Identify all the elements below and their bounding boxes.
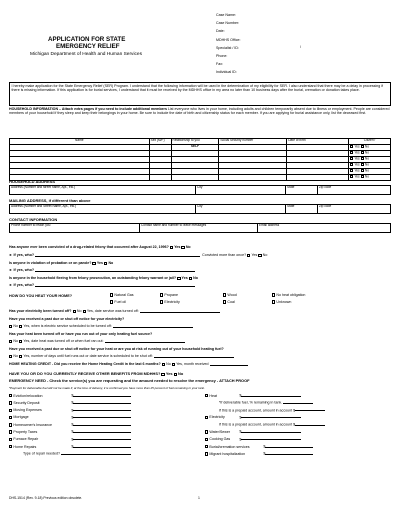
yes-label: Yes — [96, 261, 104, 265]
electricity-need-checkbox[interactable] — [205, 416, 208, 419]
citizen-yes-checkbox[interactable] — [350, 169, 353, 172]
heat-notice-row — [9, 354, 391, 358]
col-sex: Sex (M/F) — [149, 139, 171, 145]
deliverable-row — [205, 400, 391, 407]
electricity-heat-label: Electricity — [164, 300, 180, 304]
more-yes-checkbox[interactable] — [247, 254, 250, 257]
yes-label: Yes — [165, 371, 173, 376]
property-taxes-label: Property Taxes — [13, 430, 38, 435]
shutoff-date-field[interactable] — [113, 324, 193, 328]
citizen-no-checkbox[interactable] — [361, 169, 364, 172]
household-section-text — [9, 107, 391, 116]
citizen-no-checkbox[interactable] — [361, 163, 364, 166]
household-instructions: List everyone who lives in your home, including adults and children temporarily absent due to illness or employment. People are considered members of your household if they sleep and keep their belongings in your home. Be sure to include the date of birth and citizenship status for each member. If you are applying for burial assistance only, list the deceased first. — [9, 107, 390, 116]
shutoff-no-checkbox[interactable] — [9, 325, 12, 328]
electricity-need-amount-field[interactable] — [241, 415, 301, 419]
no-label: No — [108, 261, 114, 265]
fuel-oil-label: Fuel oil — [114, 300, 126, 304]
mailing-address-table — [9, 204, 391, 214]
heat-need-amount-field[interactable] — [241, 393, 301, 397]
heat-need-label: Heat — [209, 393, 217, 398]
emergency-heading: EMERGENCY NEED - Check the service(s) you are requesting and the amount needed to resolve the emergency - ATTACH PROOF — [9, 378, 250, 383]
elec-off-date-label: Yes, date service was turned off: — [86, 309, 139, 313]
fuel-oil-checkbox[interactable] — [110, 300, 113, 303]
col-dob: Date of birth — [287, 139, 349, 145]
deliverable-percent-field[interactable] — [283, 400, 313, 404]
furnace-repair-amount-field[interactable] — [73, 437, 131, 441]
yes-label: Yes — [251, 253, 258, 257]
dollar-sign: $ — [71, 393, 74, 398]
need-item — [205, 444, 391, 451]
heat-need-checkbox[interactable] — [205, 394, 208, 397]
drug-question-text: Has anyone ever been convicted of a drug-related felony that occurred after August 22, 1996? — [9, 245, 169, 249]
address-street-field[interactable]: Address (Number and street name, Apt., etc.) — [10, 186, 196, 195]
need-item — [9, 415, 199, 422]
mortgage-label: Mortgage — [13, 415, 29, 420]
form-title-line2: EMERGENCY RELIEF — [56, 43, 120, 50]
office-use-block — [216, 13, 392, 79]
burial-amount-field[interactable] — [265, 444, 313, 448]
no-heat-label: No heat obligation — [276, 293, 306, 297]
probation-yes-checkbox[interactable] — [92, 262, 95, 265]
heat-unknown — [272, 300, 291, 305]
drug-ifyes-row — [9, 253, 391, 257]
no-label: No — [13, 339, 18, 343]
no-label: No — [13, 324, 18, 328]
other-yes-checkbox[interactable] — [161, 373, 164, 376]
water-sewer-checkbox[interactable] — [205, 430, 208, 433]
household-address-table — [9, 185, 391, 195]
case-name-label: Case Name: — [216, 13, 236, 17]
eviction-checkbox[interactable] — [9, 394, 12, 397]
no-label: No — [166, 362, 171, 366]
contact-table — [9, 223, 391, 233]
shutoff-date-label: Yes, when is electric service scheduled to be turned off: — [23, 324, 112, 328]
dollar-sign: $ — [263, 444, 266, 449]
heat-off-row — [9, 339, 391, 343]
probation-no-checkbox[interactable] — [104, 262, 107, 265]
yes-label: Yes — [354, 174, 360, 179]
dollar-sign: $ — [71, 437, 74, 442]
electricity-heat-checkbox[interactable] — [160, 300, 163, 303]
drug-question — [9, 245, 391, 249]
no-label: No — [364, 156, 369, 161]
eviction-amount-field[interactable] — [73, 393, 131, 397]
page-number: 1 — [198, 496, 200, 500]
drug-yes-checkbox[interactable] — [170, 246, 173, 249]
relationship-self: SELF — [171, 145, 219, 151]
need-item — [9, 400, 199, 407]
ifyes-label: ► If yes, who? — [9, 253, 35, 257]
fugitive-who-field[interactable] — [35, 283, 195, 287]
yes-label: Yes — [354, 162, 360, 167]
address-state-field[interactable]: State — [286, 186, 318, 195]
elec-shutoff-question: Have you received a past due or shut off notice for your electricity? — [9, 317, 125, 321]
furnace-repair-label: Furnace Repair — [13, 437, 39, 442]
citizen-yes-checkbox[interactable] — [350, 163, 353, 166]
property-taxes-amount-field[interactable] — [73, 429, 131, 433]
dollar-sign: $ — [71, 400, 74, 405]
heat-fuel-oil — [110, 300, 126, 305]
moving-expenses-amount-field[interactable] — [73, 408, 131, 412]
more-no-checkbox[interactable] — [258, 254, 261, 257]
dollar-sign: $ — [71, 444, 74, 449]
security-deposit-amount-field[interactable] — [73, 400, 131, 404]
household-table — [9, 138, 391, 181]
individual-id-label: Individual ID: — [216, 70, 237, 75]
coal-label: Coal — [227, 300, 235, 304]
migrant-amount-field[interactable] — [265, 451, 313, 455]
hhc-question: HOME HEATING CREDIT - Did you receive the Home Heating Credit in the last 6 months? — [9, 362, 161, 366]
emergency-left-column — [9, 393, 199, 459]
moving-expenses-checkbox[interactable] — [9, 409, 12, 412]
repair-type-field[interactable] — [61, 451, 131, 455]
need-item — [205, 393, 391, 400]
citizen-no-checkbox[interactable] — [361, 151, 364, 154]
citizen-no-checkbox[interactable] — [361, 145, 364, 148]
unknown-checkbox[interactable] — [272, 300, 275, 303]
relationship-cell[interactable] — [171, 175, 219, 181]
heat-off-question: Has your heat been turned off or have you run out of your only heating fuel source? — [9, 332, 153, 336]
fugitive-question-text: Is anyone in the household fleeing from felony prosecution, an outstanding felony warrant or jail? — [9, 276, 177, 280]
mortgage-amount-field[interactable] — [73, 415, 131, 419]
unknown-label: Unknown — [276, 300, 292, 304]
col-relationship: Relationship to you — [171, 139, 219, 145]
phone-label: Phone: — [216, 53, 228, 58]
elec-off-yes-checkbox[interactable] — [83, 310, 86, 313]
other-benefits-row — [9, 372, 391, 376]
contact-heading: CONTACT INFORMATION — [9, 217, 58, 222]
yes-label: Yes — [354, 156, 360, 161]
household-address-heading: HOUSEHOLD ADDRESS — [9, 179, 56, 184]
repair-type-row — [9, 451, 199, 458]
home-repairs-label: Home Repairs — [13, 444, 37, 449]
prepaid-label: If this is a prepaid account, amount in account $ — [219, 408, 296, 413]
contact-phone-field[interactable]: Phone number to reach you — [10, 224, 140, 233]
dollar-sign: $ — [239, 393, 242, 398]
need-item — [205, 415, 391, 422]
citizen-no-checkbox[interactable] — [361, 175, 364, 178]
elec-off-no-checkbox[interactable] — [73, 310, 76, 313]
mailing-address-heading: MAILING ADDRESS, if different than above — [9, 198, 91, 203]
elec-off-date-field[interactable] — [140, 309, 220, 313]
mailing-state-field[interactable]: State — [286, 205, 318, 214]
contact-email-field[interactable]: Email address — [258, 224, 391, 233]
citizen-no-checkbox[interactable] — [361, 157, 364, 160]
heat-off-date-label: Yes, date heat was turned off or when fuel ran out: — [23, 339, 104, 343]
yes-label: Yes — [354, 150, 360, 155]
heat-notice-no-checkbox[interactable] — [9, 355, 12, 358]
probation-question-text: Is anyone in violation of probation or on parole? — [9, 261, 92, 265]
heat-notice-question: Have you received a past due or shut off notice for your heat or are you at risk of running out of your household heating fuel? — [9, 347, 224, 351]
dollar-sign: $ — [239, 437, 242, 442]
security-deposit-checkbox[interactable] — [9, 401, 12, 404]
other-benefits-question: HAVE YOU OR DO YOU CURRENTLY RECEIVE OTHER BENEFITS FROM MDHHS? — [9, 371, 161, 376]
specialist-label: Specialist / ID: — [216, 45, 239, 50]
hhc-no-checkbox[interactable] — [162, 363, 165, 366]
dollar-sign: $ — [71, 408, 74, 413]
need-item — [9, 437, 199, 444]
drug-no-checkbox[interactable] — [181, 246, 184, 249]
prepaid-elec-amount-field[interactable] — [295, 422, 325, 426]
drug-who-field[interactable] — [35, 253, 200, 257]
heat-off-date-field[interactable] — [105, 339, 185, 343]
electricity-off-row — [9, 309, 391, 313]
insurance-label: Homeowner's Insurance — [13, 422, 53, 427]
ssn-cell[interactable] — [219, 175, 287, 181]
heat-off-no-checkbox[interactable] — [9, 340, 12, 343]
contact-messages-field[interactable]: Contact name and number to leave messages — [140, 224, 258, 233]
dollar-sign: $ — [239, 415, 242, 420]
natural-gas-checkbox[interactable] — [110, 293, 113, 296]
wood-label: Wood — [227, 293, 237, 297]
heat-wood — [223, 293, 237, 298]
dollar-sign: $ — [71, 430, 74, 435]
cooking-gas-amount-field[interactable] — [241, 437, 301, 441]
mailing-city-field[interactable]: City — [196, 205, 286, 214]
no-label: No — [76, 309, 82, 313]
need-item — [205, 451, 391, 458]
fugitive-no-checkbox[interactable] — [189, 277, 192, 280]
yes-label: Yes — [174, 245, 181, 249]
water-sewer-label: Water/Sewer — [209, 430, 231, 435]
insurance-checkbox[interactable] — [9, 423, 12, 426]
citizen-yes-checkbox[interactable] — [350, 157, 353, 160]
moving-expenses-label: Moving Expenses — [13, 408, 42, 413]
emergency-note: *Payment for deliverable fuel will not be made if, at the time of delivery, it is confirmed you have more than 25 percent of fuel remaining in your tank. — [9, 386, 205, 390]
water-sewer-amount-field[interactable] — [241, 429, 301, 433]
citizen-yes-checkbox[interactable] — [350, 145, 353, 148]
form-title-line1: APPLICATION FOR STATE — [48, 36, 126, 43]
heat-electricity — [160, 300, 180, 305]
no-label: No — [185, 245, 191, 249]
fugitive-ifyes-row — [9, 283, 391, 287]
hhc-row — [9, 362, 391, 366]
heat-notice-date-label: Yes, number of days until fuel runs out or date service is scheduled to be shut off: — [23, 354, 153, 358]
no-label: No — [364, 162, 369, 167]
shutoff-yes-checkbox[interactable] — [19, 325, 22, 328]
no-label: No — [364, 168, 369, 173]
fugitive-question — [9, 276, 391, 280]
mailing-street-field[interactable]: Address (Number and Street Name, Apt., etc.) — [10, 205, 196, 214]
eviction-label: Eviction/relocation — [13, 393, 43, 398]
probation-ifyes-row — [9, 268, 391, 272]
hhc-month-field[interactable] — [210, 362, 248, 366]
no-label: No — [262, 253, 268, 257]
burial-label: Burial/cremation services — [209, 444, 250, 449]
other-no-checkbox[interactable] — [174, 373, 177, 376]
heat-notice-date-field[interactable] — [154, 354, 234, 358]
wood-checkbox[interactable] — [223, 293, 226, 296]
heat-natural-gas — [110, 293, 134, 298]
heat-no-obligation — [272, 293, 305, 298]
mailing-zip-field[interactable]: Zip code — [318, 205, 391, 214]
citizen-yes-checkbox[interactable] — [350, 151, 353, 154]
need-item — [9, 429, 199, 436]
dob-cell[interactable] — [287, 175, 349, 181]
more-than-once-label: Convicted more than once? — [202, 253, 247, 257]
emergency-right-column — [205, 393, 391, 459]
prepaid-elec-row — [205, 422, 391, 429]
yes-label: Yes — [354, 144, 360, 149]
no-heat-checkbox[interactable] — [272, 293, 275, 296]
citizen-cell — [349, 175, 391, 181]
burial-checkbox[interactable] — [205, 445, 208, 448]
natural-gas-label: Natural Gas — [114, 293, 134, 297]
prepaid-label: If this is a prepaid account, amount in account $ — [219, 422, 296, 427]
ifyes-label: ► If yes, who? — [9, 268, 35, 272]
heat-question: HOW DO YOU HEAT YOUR HOME? — [9, 294, 73, 298]
case-number-label: Case Number: — [216, 21, 240, 26]
home-repairs-checkbox[interactable] — [9, 445, 12, 448]
agency-name: Michigan Department of Health and Human Services — [30, 52, 142, 57]
mortgage-checkbox[interactable] — [9, 416, 12, 419]
heat-coal — [223, 300, 235, 305]
hhc-yes-checkbox[interactable] — [172, 363, 175, 366]
need-item — [205, 429, 391, 436]
probation-who-field[interactable] — [35, 268, 195, 272]
fugitive-yes-checkbox[interactable] — [177, 277, 180, 280]
address-city-field[interactable]: City — [196, 186, 286, 195]
heat-off-yes-checkbox[interactable] — [19, 340, 22, 343]
dollar-sign: $ — [71, 422, 74, 427]
citizen-yes-checkbox[interactable] — [350, 175, 353, 178]
deliverable-label: *If deliverable fuel, % remaining in tank. — [219, 400, 283, 405]
no-label: No — [193, 276, 198, 280]
elec-off-question: Has your electricity been turned off? — [9, 309, 72, 313]
sex-cell[interactable] — [149, 175, 171, 181]
intro-statement: I hereby make application for the State Emergency Relief (SER) Program. I understand that the following information will be used in the determination of my eligibility for SER. I also understand that there may be a delay in processing if there is missing information. If this application is for burial services, I understand that it must be received by the MDHHS office in my area no later than 10 business days after the burial, cremation or donation takes place. — [9, 82, 391, 106]
cooking-gas-label: Cooking Gas — [209, 437, 231, 442]
dollar-sign: $ — [263, 451, 266, 456]
form-number: DHS-1514 (Rev. 9-18) Previous edition obsolete. — [9, 496, 83, 500]
col-ssn: Social Security number — [219, 139, 287, 145]
specialist-slash: / — [300, 45, 301, 49]
col-citizen: Citizen? — [349, 139, 391, 145]
prepaid-heat-row — [205, 408, 391, 415]
yes-label: Yes — [354, 168, 360, 173]
need-item — [9, 393, 199, 400]
dollar-sign: $ — [239, 430, 242, 435]
propane-checkbox[interactable] — [160, 293, 163, 296]
no-label: No — [364, 174, 369, 179]
office-label: MDHHS Office: — [216, 37, 241, 42]
need-item — [9, 422, 199, 429]
address-zip-field[interactable]: Zip code — [318, 186, 391, 195]
heat-notice-yes-checkbox[interactable] — [19, 355, 22, 358]
no-label: No — [13, 354, 18, 358]
col-name: Name — [10, 139, 150, 145]
furnace-repair-checkbox[interactable] — [9, 438, 12, 441]
electricity-need-label: Electricity — [209, 415, 225, 420]
migrant-checkbox[interactable] — [205, 452, 208, 455]
home-repairs-amount-field[interactable] — [73, 444, 131, 448]
date-label: Date: — [216, 29, 225, 34]
dollar-sign: $ — [71, 415, 74, 420]
need-item — [9, 444, 199, 451]
no-label: No — [178, 371, 184, 376]
probation-question — [9, 261, 391, 265]
fax-label: Fax: — [216, 62, 223, 67]
hhc-month-label: Yes, month received — [176, 362, 209, 366]
migrant-label: Migrant hospitalization — [209, 451, 246, 456]
yes-label: Yes — [181, 276, 188, 280]
prepaid-heat-amount-field[interactable] — [295, 408, 325, 412]
coal-checkbox[interactable] — [223, 300, 226, 303]
insurance-amount-field[interactable] — [73, 422, 131, 426]
need-item — [9, 408, 199, 415]
need-item — [205, 437, 391, 444]
elec-shutoff-row — [9, 324, 391, 328]
propane-label: Propane — [164, 293, 178, 297]
household-heading: HOUSEHOLD INFORMATION – Attach extra pages if you need to include additional members — [9, 107, 167, 111]
household-row — [10, 175, 391, 181]
repair-type-label: Type of repair needed? — [23, 451, 60, 456]
no-label: No — [364, 150, 369, 155]
security-deposit-label: Security Deposit — [13, 400, 40, 405]
ifyes-label: ► If yes, who? — [9, 283, 35, 287]
cooking-gas-checkbox[interactable] — [205, 438, 208, 441]
heat-propane — [160, 293, 178, 298]
no-label: No — [364, 144, 369, 149]
property-taxes-checkbox[interactable] — [9, 430, 12, 433]
